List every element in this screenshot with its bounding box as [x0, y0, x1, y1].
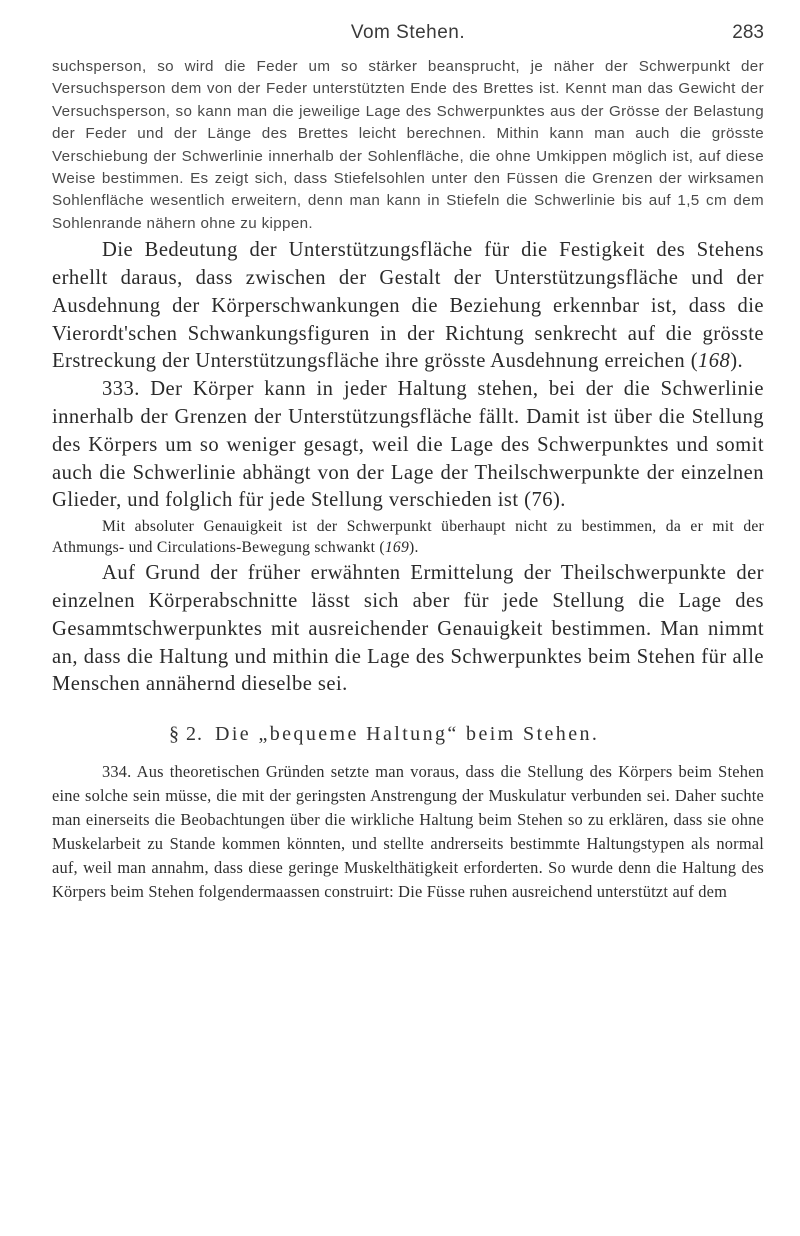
page-header — [52, 14, 764, 48]
running-title: Vom Stehen. — [350, 22, 466, 43]
paragraph-end: ). — [730, 350, 744, 373]
book-page — [52, 14, 764, 904]
paragraph-continuation: suchsperson, so wird die Feder um so stärker beansprucht, je näher der Schwerpunkt der Versuchsperson dem von der Feder unterstützten Ende des Brettes ist. Kennt man das Gewicht der Versuchsperson, so kann man die jeweilige Lage des Schwerpunktes aus der Grösse der Belastung der Feder und der Länge des Brettes leicht berechnen. Mithin kann man auch die grösste Verschiebung der Schwerlinie innerhalb der Sohlenfläche, die ohne Umkippen möglich ist, auf diese Weise bestimmen. Es zeigt sich, dass Stiefelsohlen unter den Füssen die Grenzen der wirksamen Sohlenfläche wesentlich erweitern, denn man kann in Stiefeln die Schwerlinie bis auf 1,5 cm dem Sohlenrande nähern ohne zu kippen. — [52, 58, 764, 232]
page-number: 283 — [732, 22, 764, 43]
section-number: § 2. — [169, 723, 203, 746]
figure-reference: 168 — [698, 350, 731, 373]
note-reference: 169 — [384, 539, 409, 557]
paragraph-center-of-gravity: Auf Grund der früher erwähnten Ermittelung der Theilschwerpunkte der einzelnen Körperabschnitte lässt sich aber für jede Stellung die Lage des Gesammtschwerpunktes mit ausreichender Genauigkeit bestimmen. Man nimmt an, dass die Haltung und mithin die Lage des Schwerpunktes beim Stehen für alle Menschen annähernd dieselbe sei. — [52, 562, 764, 696]
paragraph-note — [52, 516, 764, 558]
note-text: Mit absoluter Genauigkeit ist der Schwerpunkt überhaupt nicht zu bestimmen, da er mit der Athmungs- und Circulations-Bewegung schwankt ( — [52, 518, 764, 557]
paragraph-334: 334. Aus theoretischen Gründen setzte man voraus, dass die Stellung des Körpers beim Stehen eine solche sein müsse, die mit der geringsten Anstrengung der Muskulatur verbunden sei. Daher suchte man einerseits die Beobachtungen über die wirkliche Haltung beim Stehen so zu erklären, dass sie ohne Muskelarbeit zu Stande kommen könnten, und stellte andrerseits bestimmte Haltungstypen als normal auf, weil man annahm, dass diese geringe Muskelthätigkeit erforderten. So wurde denn die Haltung des Körpers beim Stehen folgendermaassen construirt: Die Füsse ruhen ausreichend unterstützt auf dem — [52, 762, 764, 902]
section-title: Die „bequeme Haltung“ beim Stehen. — [215, 723, 600, 746]
paragraph-support-surface — [52, 237, 764, 376]
paragraph-text: Die Bedeutung der Unterstützungsfläche für die Festigkeit des Stehens erhellt daraus, dass zwischen der Gestalt der Unterstützungsfläche und der Ausdehnung der Körperschwankungen die Beziehung erkennbar ist, dass die Vierordt'schen Schwankungsfiguren in der Richtung senkrecht auf die grösste Erstreckung der Unterstützungsfläche ihre grösste Ausdehnung erreichen ( — [52, 239, 764, 373]
note-end: ). — [409, 539, 419, 557]
paragraph-333: 333. Der Körper kann in jeder Haltung stehen, bei der die Schwerlinie innerhalb der Grenzen der Unterstützungsfläche fällt. Damit ist über die Stellung des Körpers um so weniger gesagt, weil die Lage des Schwerpunktes und somit auch die Schwerlinie abhängt von der Lage der Theilschwerpunkte der einzelnen Glieder, und folglich für jede Stellung verschieden ist (76). — [52, 378, 764, 512]
section-heading — [52, 723, 764, 746]
